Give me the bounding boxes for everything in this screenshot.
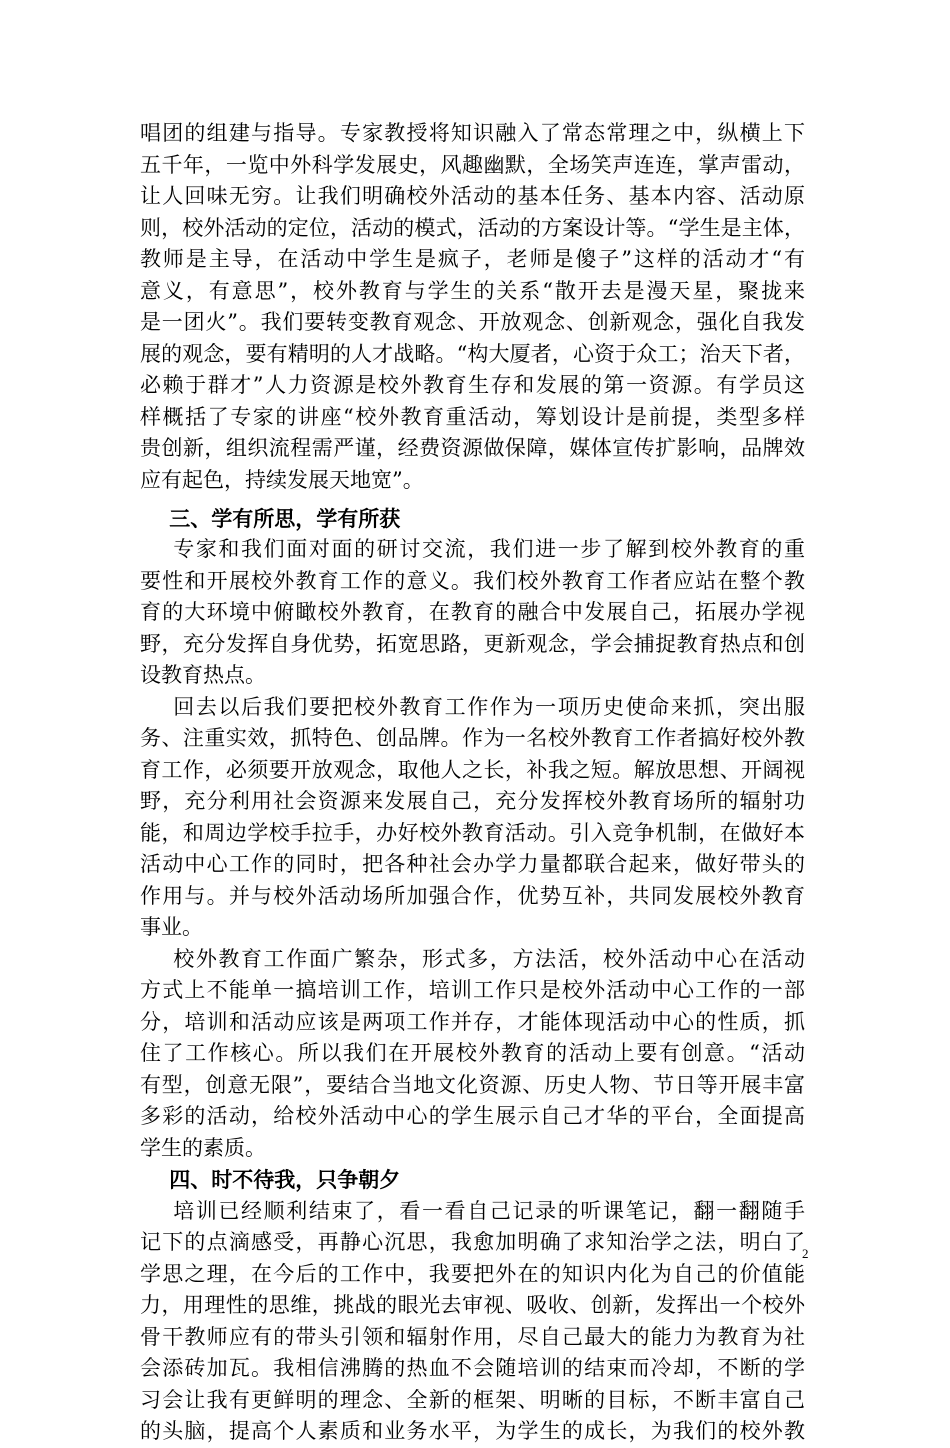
text-line: 分，培训和活动应该是两项工作并存，才能体现活动中心的性质，抓 [140, 1009, 805, 1034]
text-line: 意义，有意思”，校外教育与学生的关系“散开去是漫天星，聚拢来 [140, 278, 805, 303]
text-line: 育的大环境中俯瞰校外教育，在教育的融合中发展自己，拓展办学视 [140, 600, 805, 624]
text-line: 应有起色，持续发展天地宽”。 [140, 467, 424, 492]
text-line: 样概括了专家的讲座“校外教育重活动，筹划设计是前提，类型多样 [140, 404, 805, 429]
text-line: 作用与。并与校外活动场所加强合作，优势互补，共同发展校外教育 [140, 883, 805, 908]
text-line: 务、注重实效，抓特色、创品牌。作为一名校外教育工作者搞好校外教 [140, 726, 805, 750]
text-line: 要性和开展校外教育工作的意义。我们校外教育工作者应站在整个教 [140, 568, 805, 593]
text-line: 有型，创意无限”，要结合当地文化资源、历史人物、节日等开展丰富 [140, 1072, 805, 1097]
text-line: 方式上不能单一搞培训工作，培训工作只是校外活动中心工作的一部 [140, 978, 805, 1002]
text-line: 事业。 [140, 915, 203, 939]
section-heading: 四、时不待我，只争朝夕 [140, 1167, 401, 1192]
text-line: 学思之理，在今后的工作中，我要把外在的知识内化为自己的价值能 [140, 1261, 805, 1286]
text-line: 骨干教师应有的带头引领和辐射作用，尽自己最大的能力为教育为社 [140, 1324, 805, 1349]
text-line: 培训已经顺利结束了，看一看自己记录的听课笔记，翻一翻随手 [140, 1198, 805, 1223]
text-line: 多彩的活动，给校外活动中心的学生展示自己才华的平台，全面提高 [140, 1104, 805, 1128]
text-line: 展的观念，要有精明的人才战略。“构大厦者，心资于众工；治天下者， [140, 341, 805, 366]
text-line: 唱团的组建与指导。专家教授将知识融入了常态常理之中，纵横上下 [140, 121, 805, 145]
section-heading: 三、学有所思，学有所获 [140, 505, 401, 531]
text-line: 力，用理性的思维，挑战的眼光去审视、吸收、创新，发挥出一个校外 [140, 1293, 805, 1317]
text-line: 活动中心工作的同时，把各种社会办学力量都联合起来，做好带头的 [140, 852, 805, 876]
text-line: 教师是主导，在活动中学生是疯子，老师是傻子”这样的活动才“有 [140, 247, 805, 271]
text-line: 回去以后我们要把校外教育工作作为一项历史使命来抓，突出服 [140, 694, 805, 719]
text-line: 住了工作核心。所以我们在开展校外教育的活动上要有创意。“活动 [140, 1041, 805, 1065]
page-number: 2 [802, 1246, 809, 1261]
text-line: 设教育热点。 [140, 663, 266, 687]
text-line: 则，校外活动的定位，活动的模式，活动的方案设计等。“学生是主体， [140, 215, 805, 240]
text-line: 记下的点滴感受，再静心沉思，我愈加明确了求知治学之法，明白了 [140, 1230, 805, 1254]
text-line: 育工作，必须要开放观念，取他人之长，补我之短。解放思想、开阔视 [140, 757, 805, 782]
text-line: 是一团火”。我们要转变教育观念、开放观念、创新观念，强化自我发 [140, 310, 805, 334]
text-line: 贵创新，组织流程需严谨，经费资源做保障，媒体宣传扩影响，品牌效 [140, 436, 805, 460]
text-line: 必赖于群才”人力资源是校外教育生存和发展的第一资源。有学员这 [140, 373, 805, 397]
text-line: 校外教育工作面广繁杂，形式多，方法活，校外活动中心在活动 [140, 946, 805, 971]
text-line: 习会让我有更鲜明的理念、全新的框架、明晰的目标，不断丰富自己 [140, 1387, 805, 1412]
text-line: 能，和周边学校手拉手，办好校外教育活动。引入竞争机制，在做好本 [140, 820, 805, 845]
text-line: 的头脑，提高个人素质和业务水平，为学生的成长，为我们的校外教 [140, 1419, 805, 1443]
text-line: 学生的素质。 [140, 1135, 266, 1160]
text-line: 野，充分利用社会资源来发展自己，充分发挥校外教育场所的辐射功 [140, 789, 805, 813]
text-line: 让人回味无穷。让我们明确校外活动的基本任务、基本内容、活动原 [140, 184, 805, 208]
text-line: 专家和我们面对面的研讨交流，我们进一步了解到校外教育的重 [140, 537, 805, 561]
text-line: 野，充分发挥自身优势，拓宽思路，更新观念，学会捕捉教育热点和创 [140, 631, 805, 656]
text-line: 五千年，一览中外科学发展史，风趣幽默，全场笑声连连，掌声雷动， [140, 152, 805, 177]
document-body [140, 118, 805, 1448]
text-line: 会添砖加瓦。我相信沸腾的热血不会随培训的结束而冷却，不断的学 [140, 1356, 805, 1380]
